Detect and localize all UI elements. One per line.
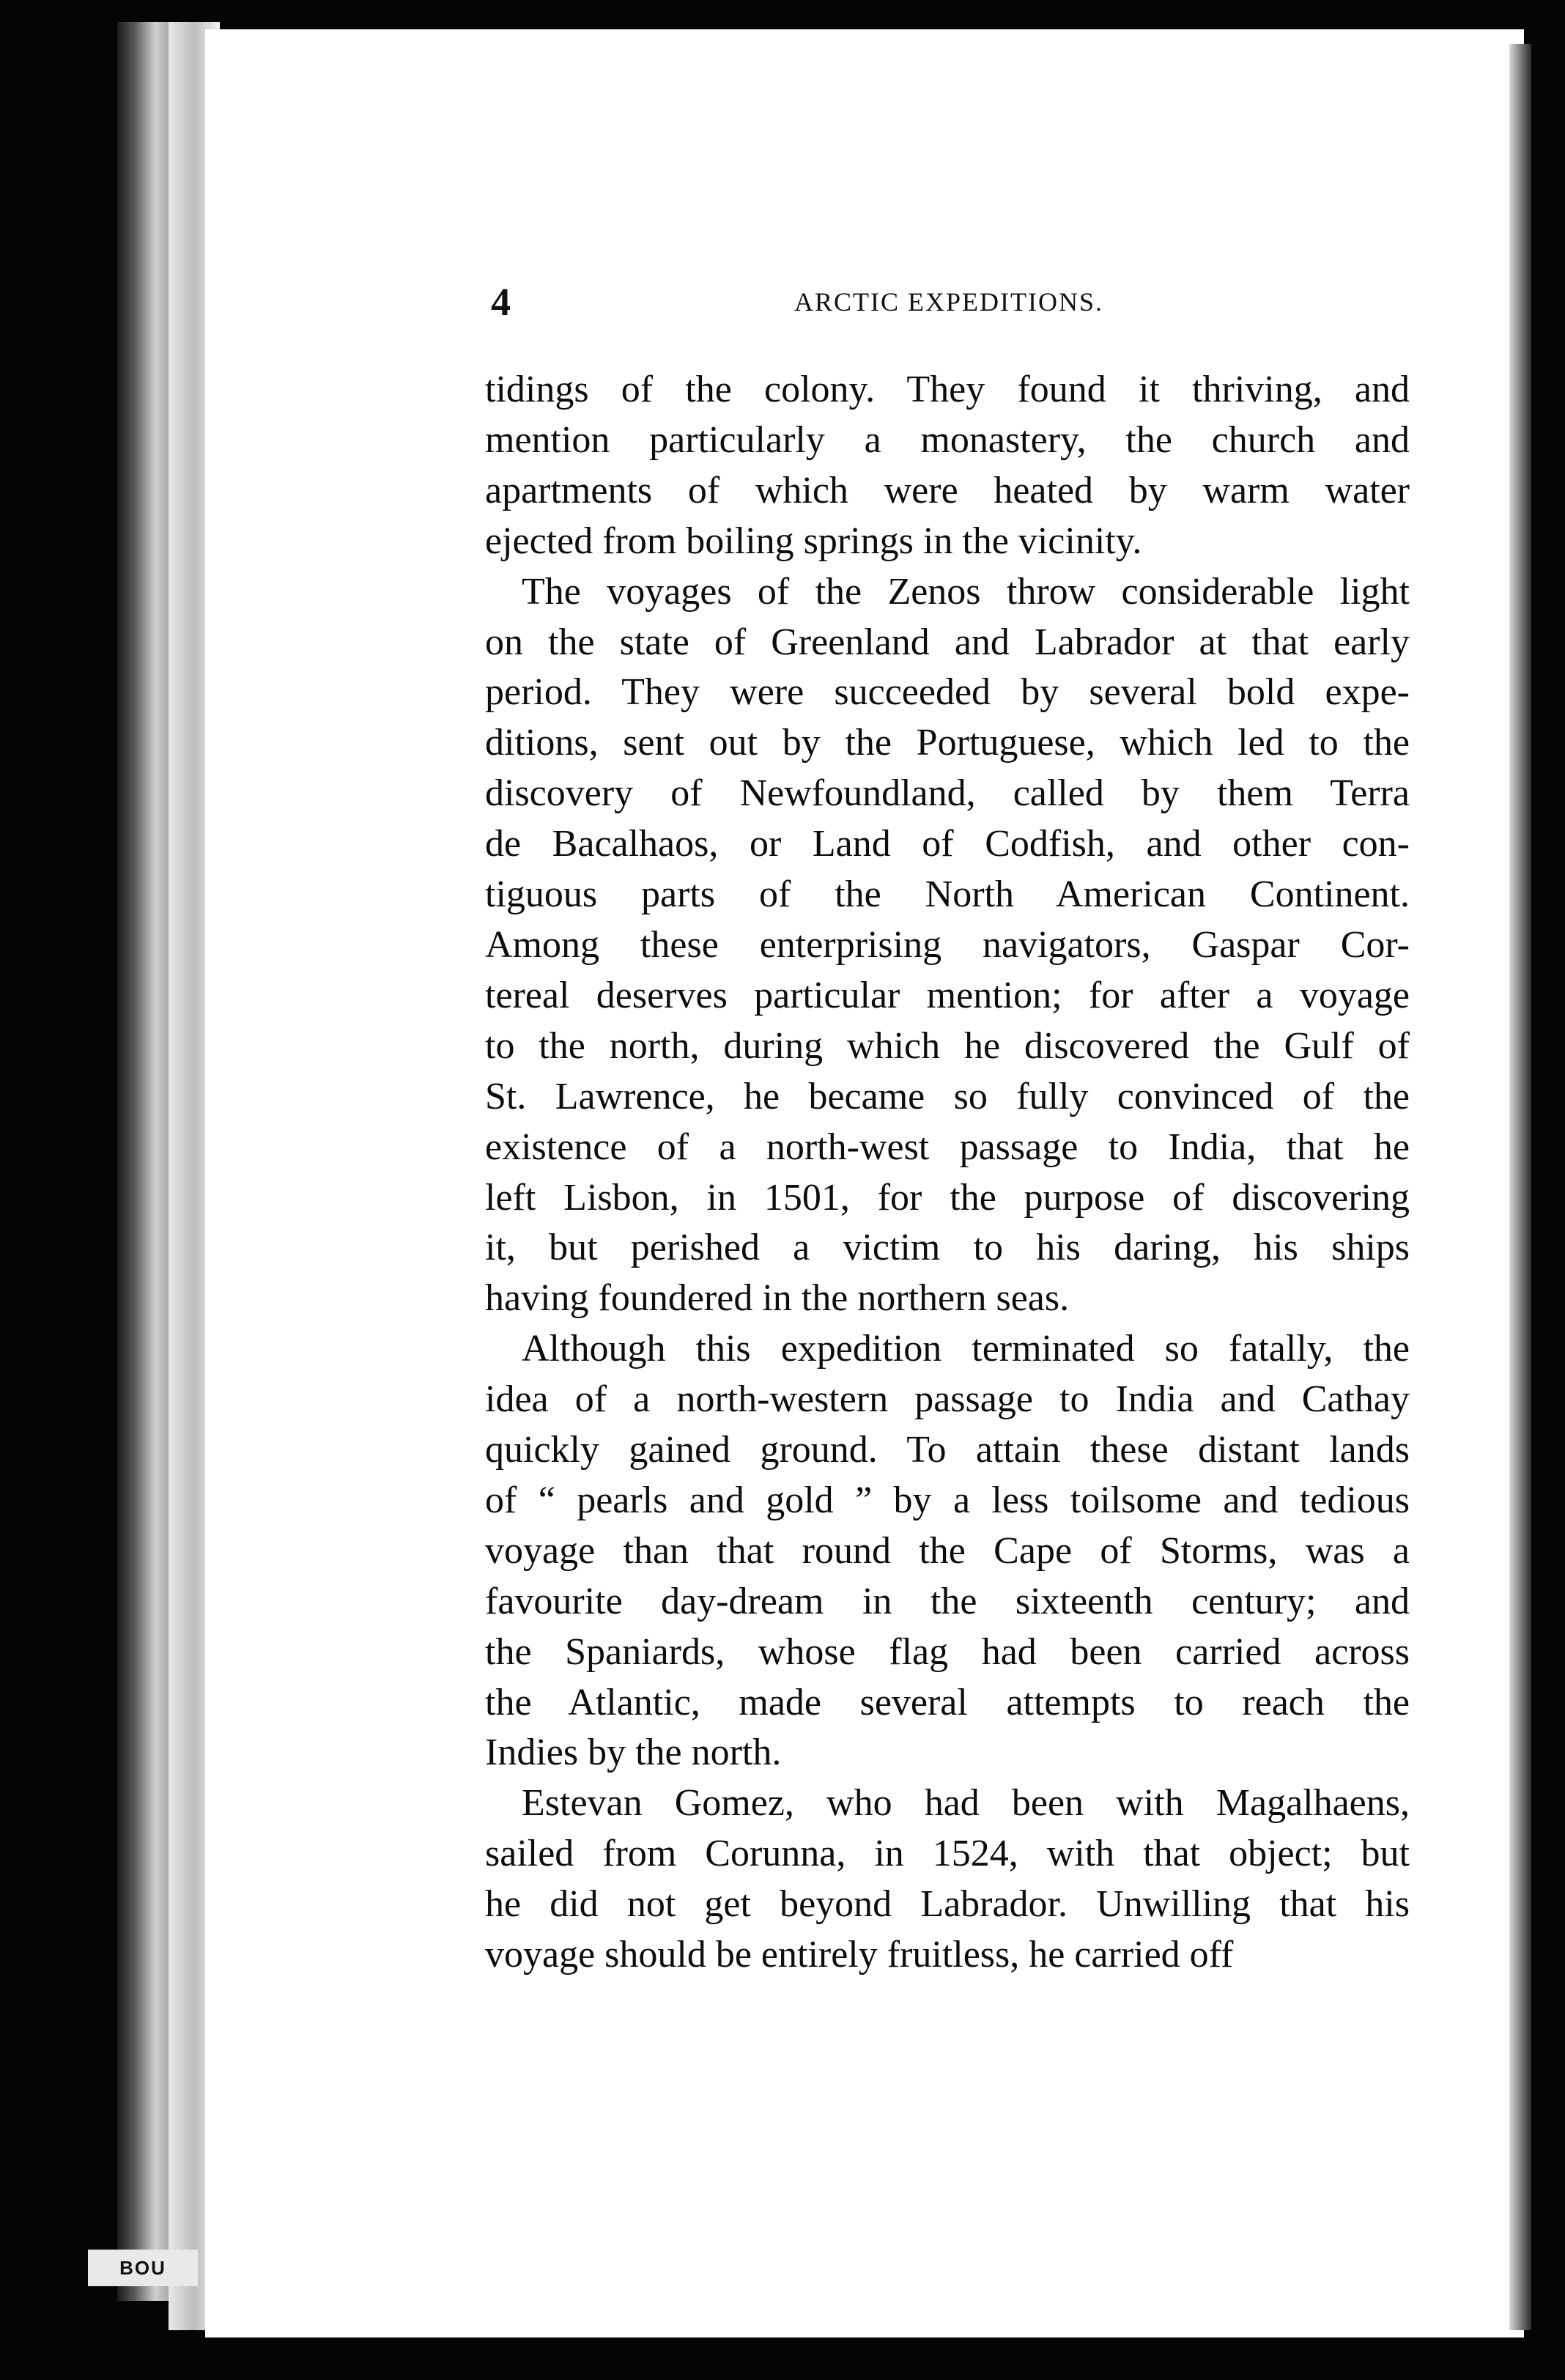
paragraph [485, 1778, 1410, 1981]
text-line: ejected from boiling springs in the vicinity. [485, 520, 1142, 562]
text-line: existence of a north-west passage to India, that he [485, 1126, 1410, 1168]
text-line: sailed from Corunna, in 1524, with that object; but [485, 1833, 1410, 1875]
text-line: ditions, sent out by the Portuguese, which led to the [485, 722, 1410, 764]
text-line: tiguous parts of the North American Continent. [485, 873, 1410, 916]
text-line: of “ pearls and gold ” by a less toilsome and tedious [485, 1479, 1410, 1521]
text-line: to the north, during which he discovered the Gulf of [485, 1024, 1410, 1067]
text-line: on the state of Greenland and Labrador at that early [485, 621, 1410, 663]
page-number: 4 [491, 280, 511, 324]
text-line: the Spaniards, whose flag had been carried across [485, 1630, 1410, 1673]
text-line: favourite day-dream in the sixteenth century; and [485, 1580, 1410, 1622]
page-right-edge [1509, 44, 1531, 2330]
text-line: Among these enterprising navigators, Gaspar Cor- [485, 923, 1410, 966]
text-line: period. They were succeeded by several bold expe- [485, 671, 1410, 714]
text-line: he did not get beyond Labrador. Unwilling that his [485, 1883, 1410, 1926]
body-text [485, 365, 1410, 1981]
text-line: voyage should be entirely fruitless, he carried off [485, 1934, 1234, 1976]
text-line: de Bacalhaos, or Land of Codfish, and other con- [485, 823, 1410, 865]
text-line: having foundered in the northern seas. [485, 1277, 1070, 1320]
text-line: left Lisbon, in 1501, for the purpose of discovering [485, 1176, 1410, 1219]
text-line: discovery of Newfoundland, called by them Terra [485, 772, 1410, 815]
text-line: quickly gained ground. To attain these distant lands [485, 1429, 1410, 1471]
text-line: voyage than that round the Cape of Storms, was a [485, 1529, 1410, 1572]
text-line: the Atlantic, made several attempts to reach the [485, 1681, 1410, 1723]
text-line: apartments of which were heated by warm water [485, 469, 1410, 511]
text-line: Estevan Gomez, who had been with Magalhaens, [522, 1782, 1410, 1825]
paragraph [485, 567, 1410, 1325]
text-line: mention particularly a monastery, the church and [485, 418, 1410, 461]
text-line: tidings of the colony. They found it thriving, and [485, 369, 1410, 410]
text-line: idea of a north-western passage to India and Cathay [485, 1378, 1410, 1421]
text-line: tereal deserves particular mention; for after a voyage [485, 974, 1410, 1016]
running-title: ARCTIC EXPEDITIONS. [794, 287, 1103, 317]
text-line: St. Lawrence, he became so fully convinced of the [485, 1075, 1410, 1117]
text-line: it, but perished a victim to his daring, his ships [485, 1227, 1410, 1269]
paragraph [485, 365, 1410, 567]
paragraph [485, 1324, 1410, 1778]
text-line: The voyages of the Zenos throw considerable light [522, 570, 1410, 613]
running-header [491, 280, 1407, 324]
text-line: Indies by the north. [485, 1732, 782, 1774]
text-line: Although this expedition terminated so fatally, the [522, 1328, 1410, 1370]
library-stamp: BOU [88, 2250, 198, 2286]
